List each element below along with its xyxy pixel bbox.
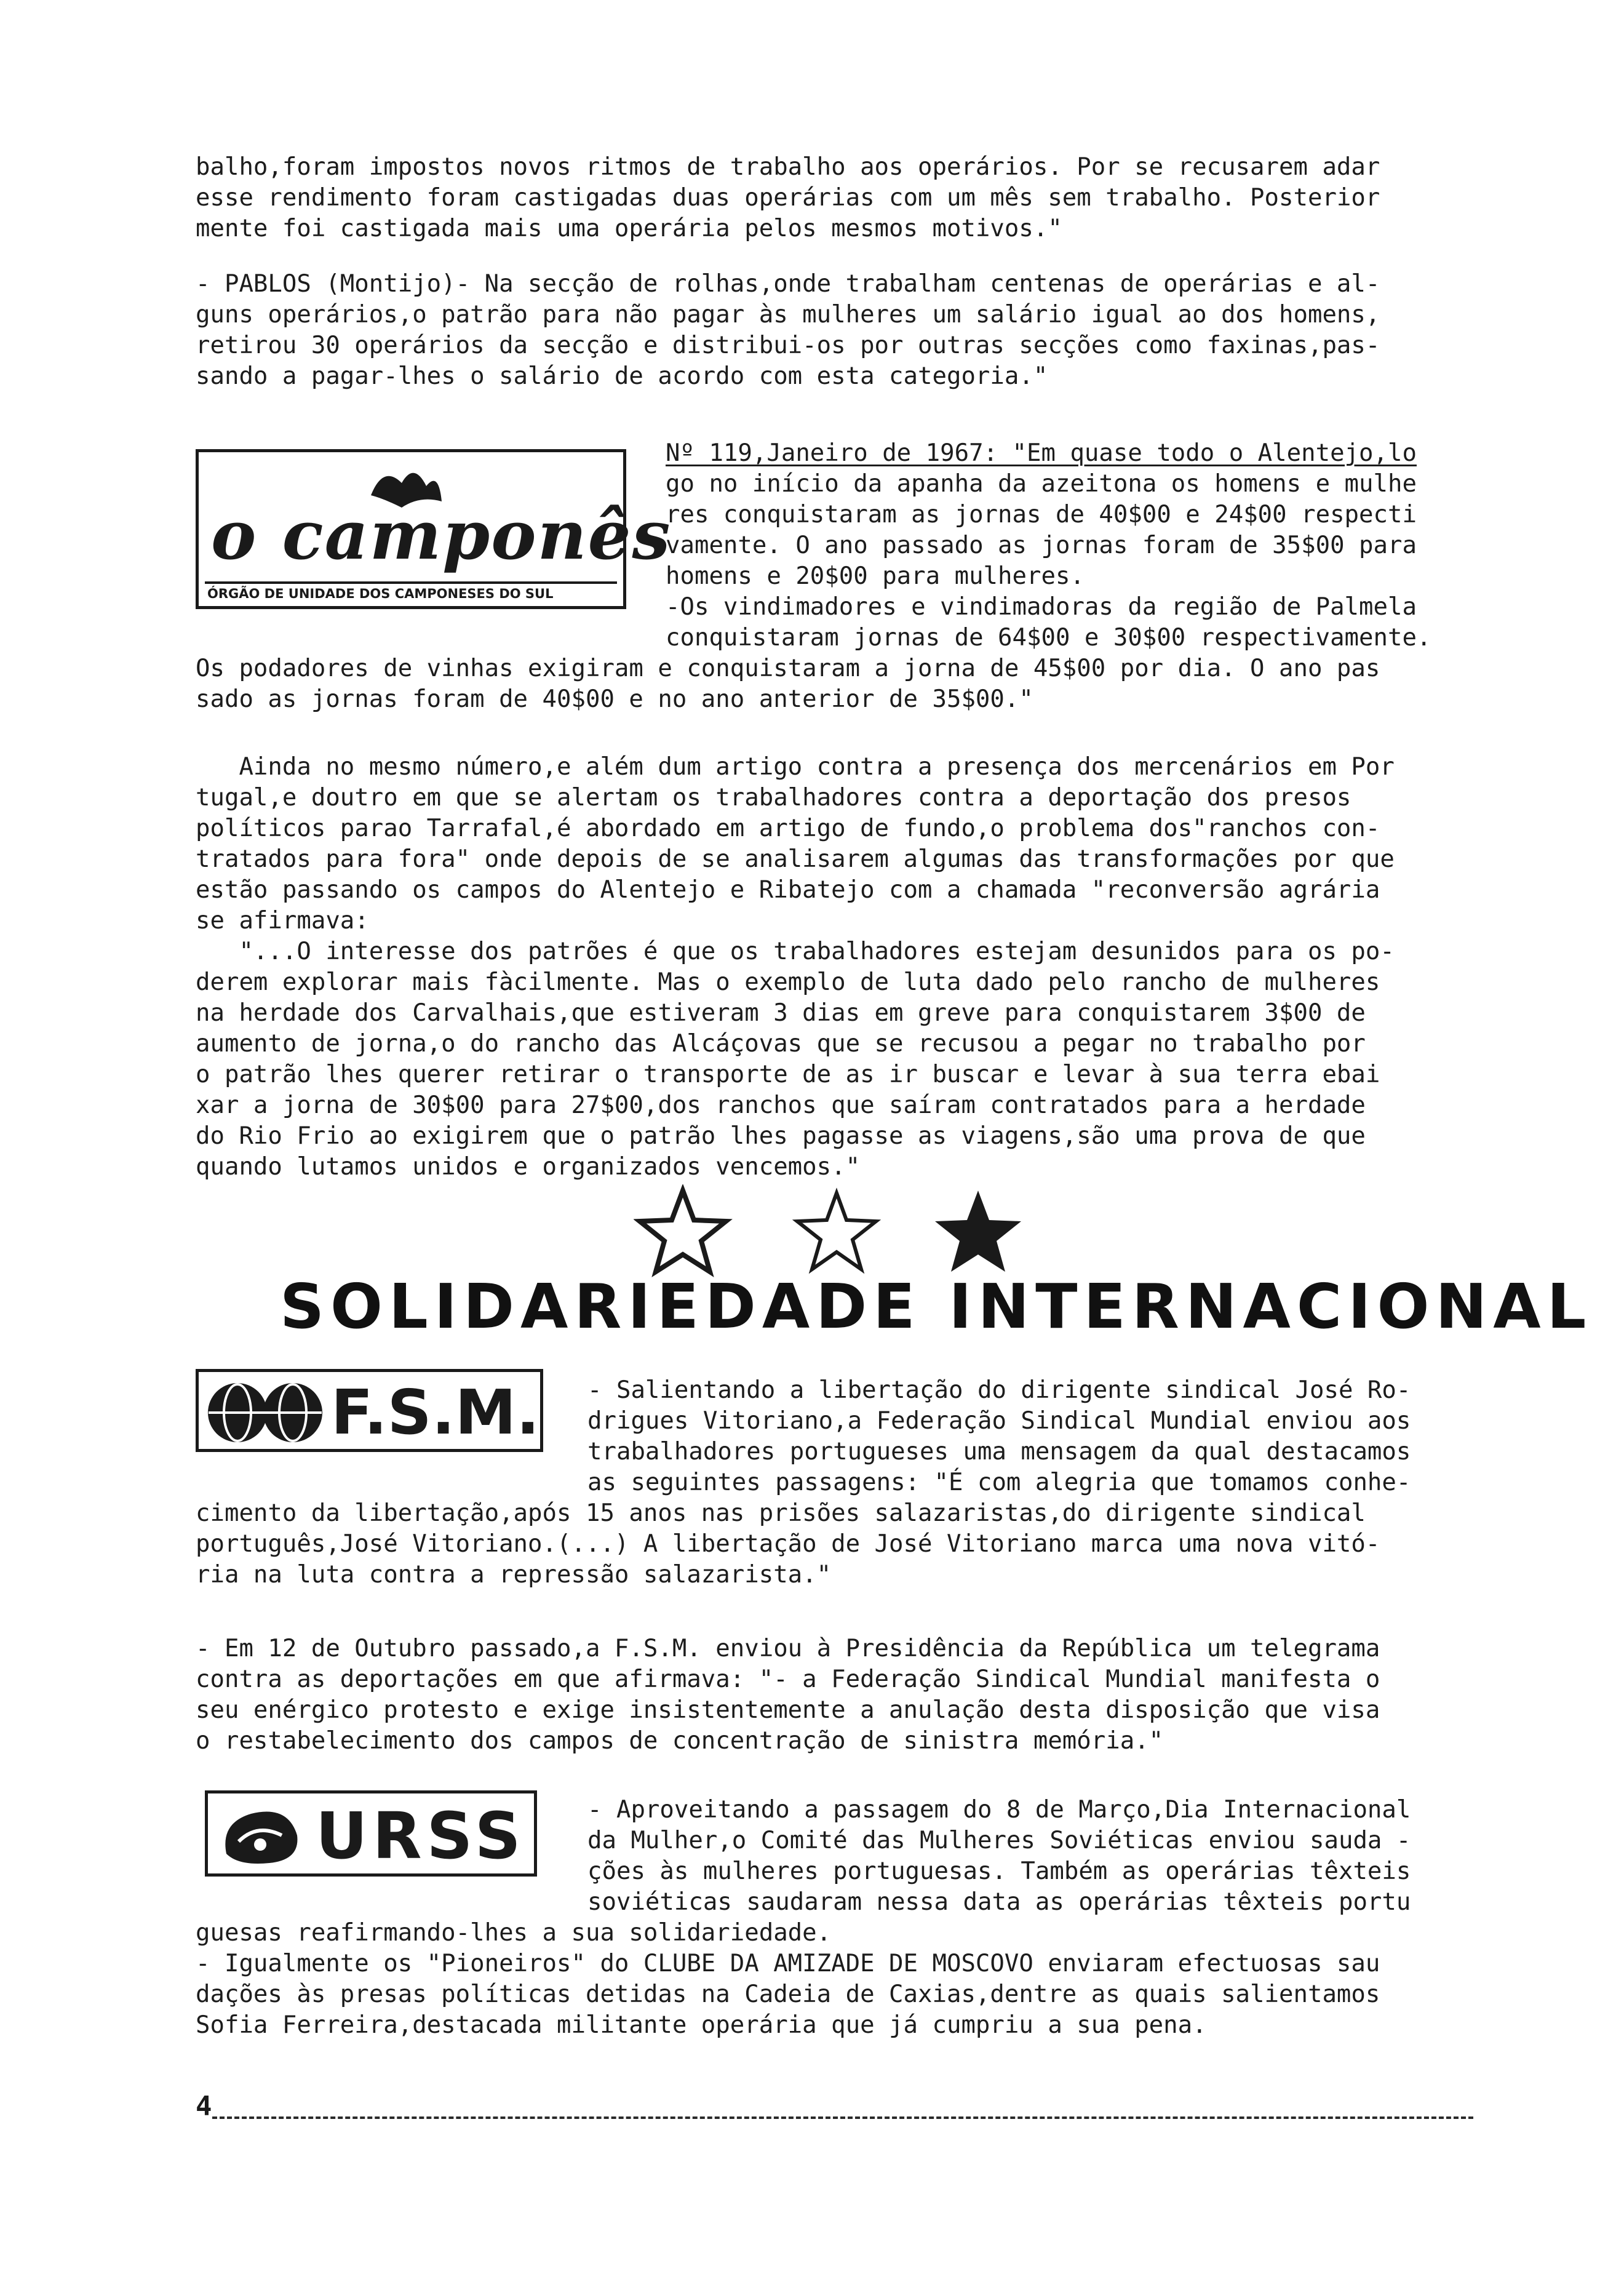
text-line: balho,foram impostos novos ritmos de trabalho aos operários. Por se recusarem adar [196,153,1380,181]
footer-rule [212,2116,1473,2119]
text-line: derem explorar mais fàcilmente. Mas o exemplo de luta dado pelo rancho de mulheres [196,968,1380,996]
text-line: as seguintes passagens: "É com alegria que tomamos conhe- [587,1469,1411,1496]
text-line: conquistaram jornas de 64$00 e 30$00 respectivamente. [666,624,1431,652]
text-line: cimento da libertação,após 15 anos nas prisões salazaristas,do dirigente sindical [196,1499,1366,1527]
text-line: - Em 12 de Outubro passado,a F.S.M. enviou à Presidência da República um telegrama [196,1635,1380,1662]
campones-subtitle: ÓRGÃO DE UNIDADE DOS CAMPONESES DO SUL [207,586,554,601]
stars-decoration [634,1184,1040,1283]
text-line: da Mulher,o Comité das Mulheres Soviéticas enviou sauda - [587,1827,1411,1854]
text-line: seu enérgico protesto e exige insistentemente a anulação desta disposição que visa [196,1696,1380,1724]
text-line: estão passando os campos do Alentejo e Ribatejo com a chamada "reconversão agrária [196,876,1380,904]
page-number: 4 [196,2091,212,2122]
text-line: drigues Vitoriano,a Federação Sindical Mundial enviou aos [587,1407,1411,1435]
campones-title: o camponês [211,495,672,575]
text-line: o restabelecimento dos campos de concentração de sinistra memória." [196,1727,1164,1755]
text-line: contra as deportações em que afirmava: "- a Federação Sindical Mundial manifesta o [196,1666,1380,1693]
text-line: guns operários,o patrão para não pagar às mulheres um salário igual ao dos homens, [196,301,1380,329]
text-line: políticos parao Tarrafal,é abordado em artigo de fundo,o problema dos"ranchos con- [196,815,1380,842]
urss-logo-text: URSS [316,1798,526,1873]
text-line: res conquistaram as jornas de 40$00 e 24$00 respecti [666,501,1417,529]
text-line: "...O interesse dos patrões é que os trabalhadores estejam desunidos para os po- [196,938,1395,965]
text-line: tugal,e doutro em que se alertam os trabalhadores contra a deportação dos presos [196,784,1351,812]
fsm-logo-text: F.S.M. [331,1376,540,1448]
section-heading: SOLIDARIEDADE INTERNACIONAL [280,1271,1593,1342]
outline-star-icon [797,1193,876,1269]
urss-logo [205,1790,537,1877]
campones-logo [196,449,672,609]
solid-star-icon [935,1191,1021,1272]
text-line: do Rio Frio ao exigirem que o patrão lhes pagasse as viagens,são uma prova de que [196,1122,1366,1150]
text-line: ria na luta contra a repressão salazarista." [196,1561,832,1589]
text-line: Nº 119,Janeiro de 1967: "Em quase todo o Alentejo,lo [666,439,1417,467]
text-line: guesas reafirmando-lhes a sua solidariedade. [196,1919,832,1947]
outline-star-icon [640,1191,726,1272]
text-line: sado as jornas foram de 40$00 e no ano anterior de 35$00." [196,685,1033,713]
text-line: na herdade dos Carvalhais,que estiveram 3 dias em greve para conquistarem 3$00 de [196,999,1366,1027]
text-line: dações às presas políticas detidas na Cadeia de Caxias,dentre as quais salientamos [196,1981,1380,2008]
text-line: Sofia Ferreira,destacada militante operária que já cumpriu a sua pena. [196,2011,1207,2039]
text-line: -Os vindimadores e vindimadoras da região de Palmela [666,593,1417,621]
text-line: português,José Vitoriano.(...) A libertação de José Vitoriano marca uma nova vitó- [196,1530,1380,1558]
text-line: Os podadores de vinhas exigiram e conquistaram a jorna de 45$00 por dia. O ano pas [196,655,1380,682]
text-line: - Aproveitando a passagem do 8 de Março,Dia Internacional [587,1796,1411,1824]
text-line: se afirmava: [196,907,369,935]
text-line: - Salientando a libertação do dirigente sindical José Ro- [587,1376,1411,1404]
text-line: - Igualmente os "Pioneiros" do CLUBE DA AMIZADE DE MOSCOVO enviaram efectuosas sau [196,1950,1380,1977]
fsm-logo [196,1369,543,1452]
text-line: sando a pagar-lhes o salário de acordo com esta categoria." [196,362,1048,390]
globe-icon [204,1376,327,1450]
text-line: tratados para fora" onde depois de se analisarem algumas das transformações por que [196,845,1395,873]
text-line: retirou 30 operários da secção e distribui-os por outras secções como faxinas,pas- [196,332,1380,359]
emblem-icon [214,1798,306,1872]
text-line: homens e 20$00 para mulheres. [666,562,1085,590]
text-line: esse rendimento foram castigadas duas operárias com um mês sem trabalho. Posterior [196,184,1380,212]
text-line: o patrão lhes querer retirar o transporte de as ir buscar e levar à sua terra ebai [196,1061,1380,1088]
text-line: xar a jorna de 30$00 para 27$00,dos ranchos que saíram contratados para a herdade [196,1091,1366,1119]
text-line: trabalhadores portugueses uma mensagem da qual destacamos [587,1438,1411,1466]
text-line: - PABLOS (Montijo)- Na secção de rolhas,onde trabalham centenas de operárias e al- [196,270,1380,298]
text-line: aumento de jorna,o do rancho das Alcáçovas que se recusou a pegar no trabalho por [196,1030,1366,1058]
text-line: soviéticas saudaram nessa data as operárias têxteis portu [587,1888,1411,1916]
text-line: go no início da apanha da azeitona os homens e mulhe [666,470,1417,498]
text-line: ções às mulheres portuguesas. Também as operárias têxteis [587,1857,1411,1885]
text-line: vamente. O ano passado as jornas foram de 35$00 para [666,532,1417,559]
text-line: quando lutamos unidos e organizados vencemos." [196,1153,861,1181]
text-line: mente foi castigada mais uma operária pelos mesmos motivos." [196,215,1062,242]
text-line: Ainda no mesmo número,e além dum artigo contra a presença dos mercenários em Por [196,753,1395,781]
